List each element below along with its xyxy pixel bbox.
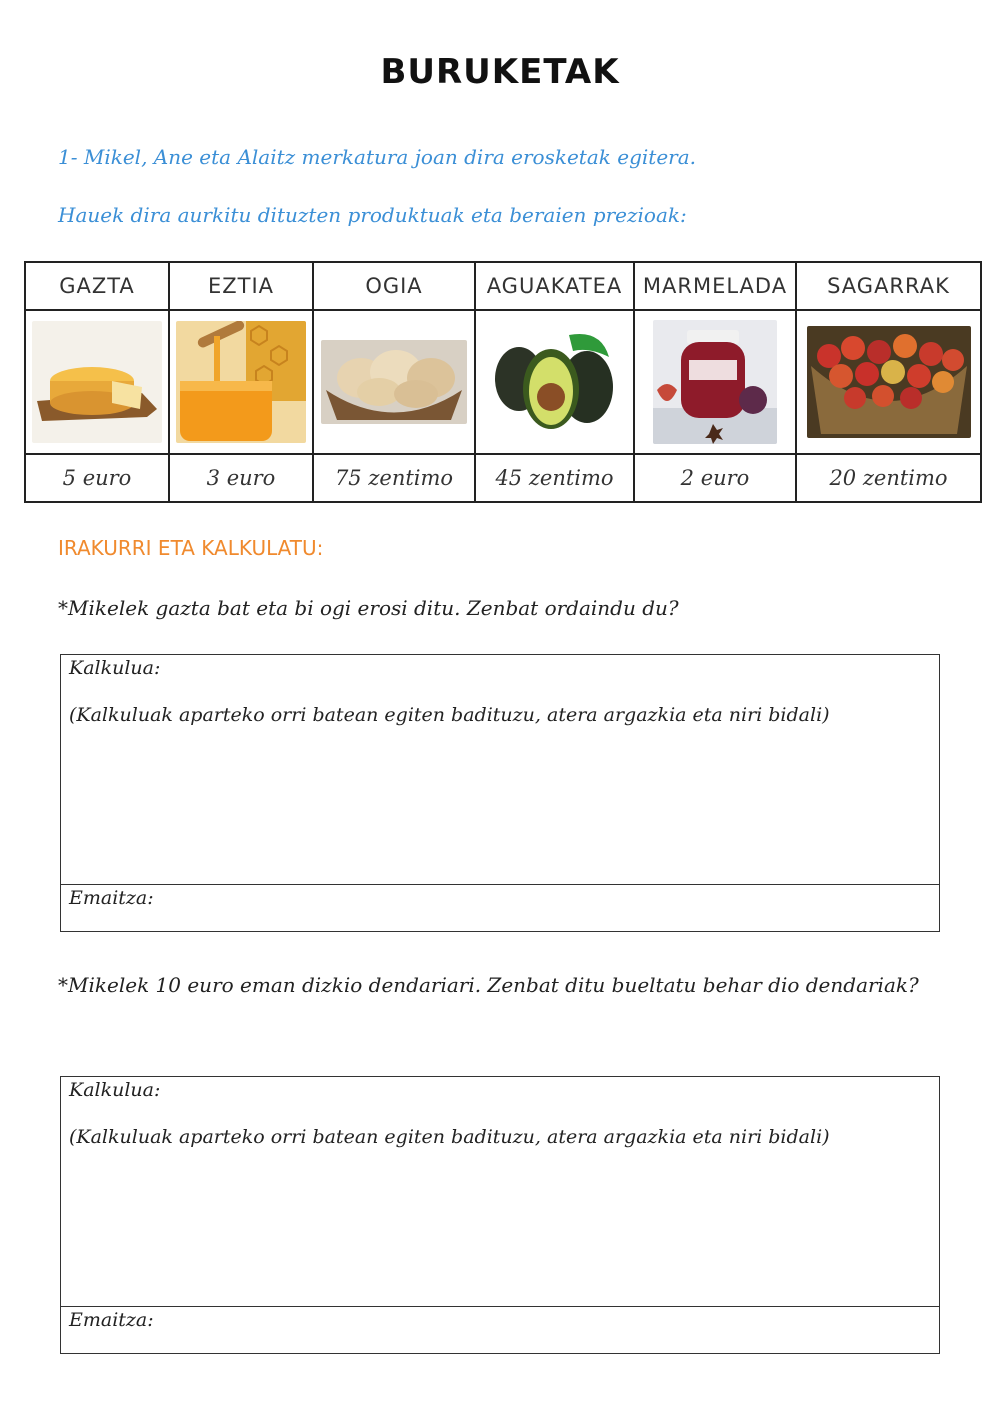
product-name-sagarrak: SAGARRAK (796, 262, 981, 310)
page-title: BURUKETAK (380, 52, 620, 92)
bread-image (321, 340, 467, 424)
result-label: Emaitza: (69, 1309, 154, 1331)
product-name-ogia: OGIA (313, 262, 475, 310)
section-heading: IRAKURRI ETA KALKULATU: (58, 536, 324, 560)
apples-image (807, 326, 971, 438)
price-aguakatea: 45 zentimo (475, 454, 634, 502)
cheese-image (32, 321, 162, 443)
product-images-row (25, 310, 981, 454)
price-ogia: 75 zentimo (313, 454, 475, 502)
jam-image (653, 320, 777, 444)
answer-box-1[interactable] (60, 654, 940, 932)
product-name-eztia: EZTIA (169, 262, 313, 310)
product-prices-row (25, 454, 981, 502)
price-sagarrak: 20 zentimo (796, 454, 981, 502)
honey-image (176, 321, 306, 443)
answer-box-2[interactable] (60, 1076, 940, 1354)
product-names-row (25, 262, 981, 310)
product-name-aguakatea: AGUAKATEA (475, 262, 634, 310)
products-table (24, 261, 982, 503)
calculation-label: Kalkulua: (69, 657, 161, 679)
price-eztia: 3 euro (169, 454, 313, 502)
price-marmelada: 2 euro (634, 454, 796, 502)
question-1-text: *Mikelek gazta bat eta bi ogi erosi ditu. Zenbat ordaindu du? (58, 596, 679, 620)
product-name-gazta: GAZTA (25, 262, 169, 310)
intro-line-1: 1- Mikel, Ane eta Alaitz merkatura joan dira erosketak egitera. (58, 145, 696, 169)
calculation-note: (Kalkuluak aparteko orri batean egiten badituzu, atera argazkia eta niri bidali) (69, 704, 830, 726)
intro-line-2: Hauek dira aurkitu dituzten produktuak eta beraien prezioak: (58, 203, 687, 227)
calculation-area-2[interactable] (61, 1077, 939, 1307)
calculation-area-1[interactable] (61, 655, 939, 885)
question-2-text: *Mikelek 10 euro eman dizkio dendariari. Zenbat ditu bueltatu behar dio dendariak? (58, 973, 919, 997)
price-gazta: 5 euro (25, 454, 169, 502)
avocado-image (491, 327, 619, 437)
calculation-label: Kalkulua: (69, 1079, 161, 1101)
calculation-note: (Kalkuluak aparteko orri batean egiten badituzu, atera argazkia eta niri bidali) (69, 1126, 830, 1148)
result-label: Emaitza: (69, 887, 154, 909)
product-name-marmelada: MARMELADA (634, 262, 796, 310)
